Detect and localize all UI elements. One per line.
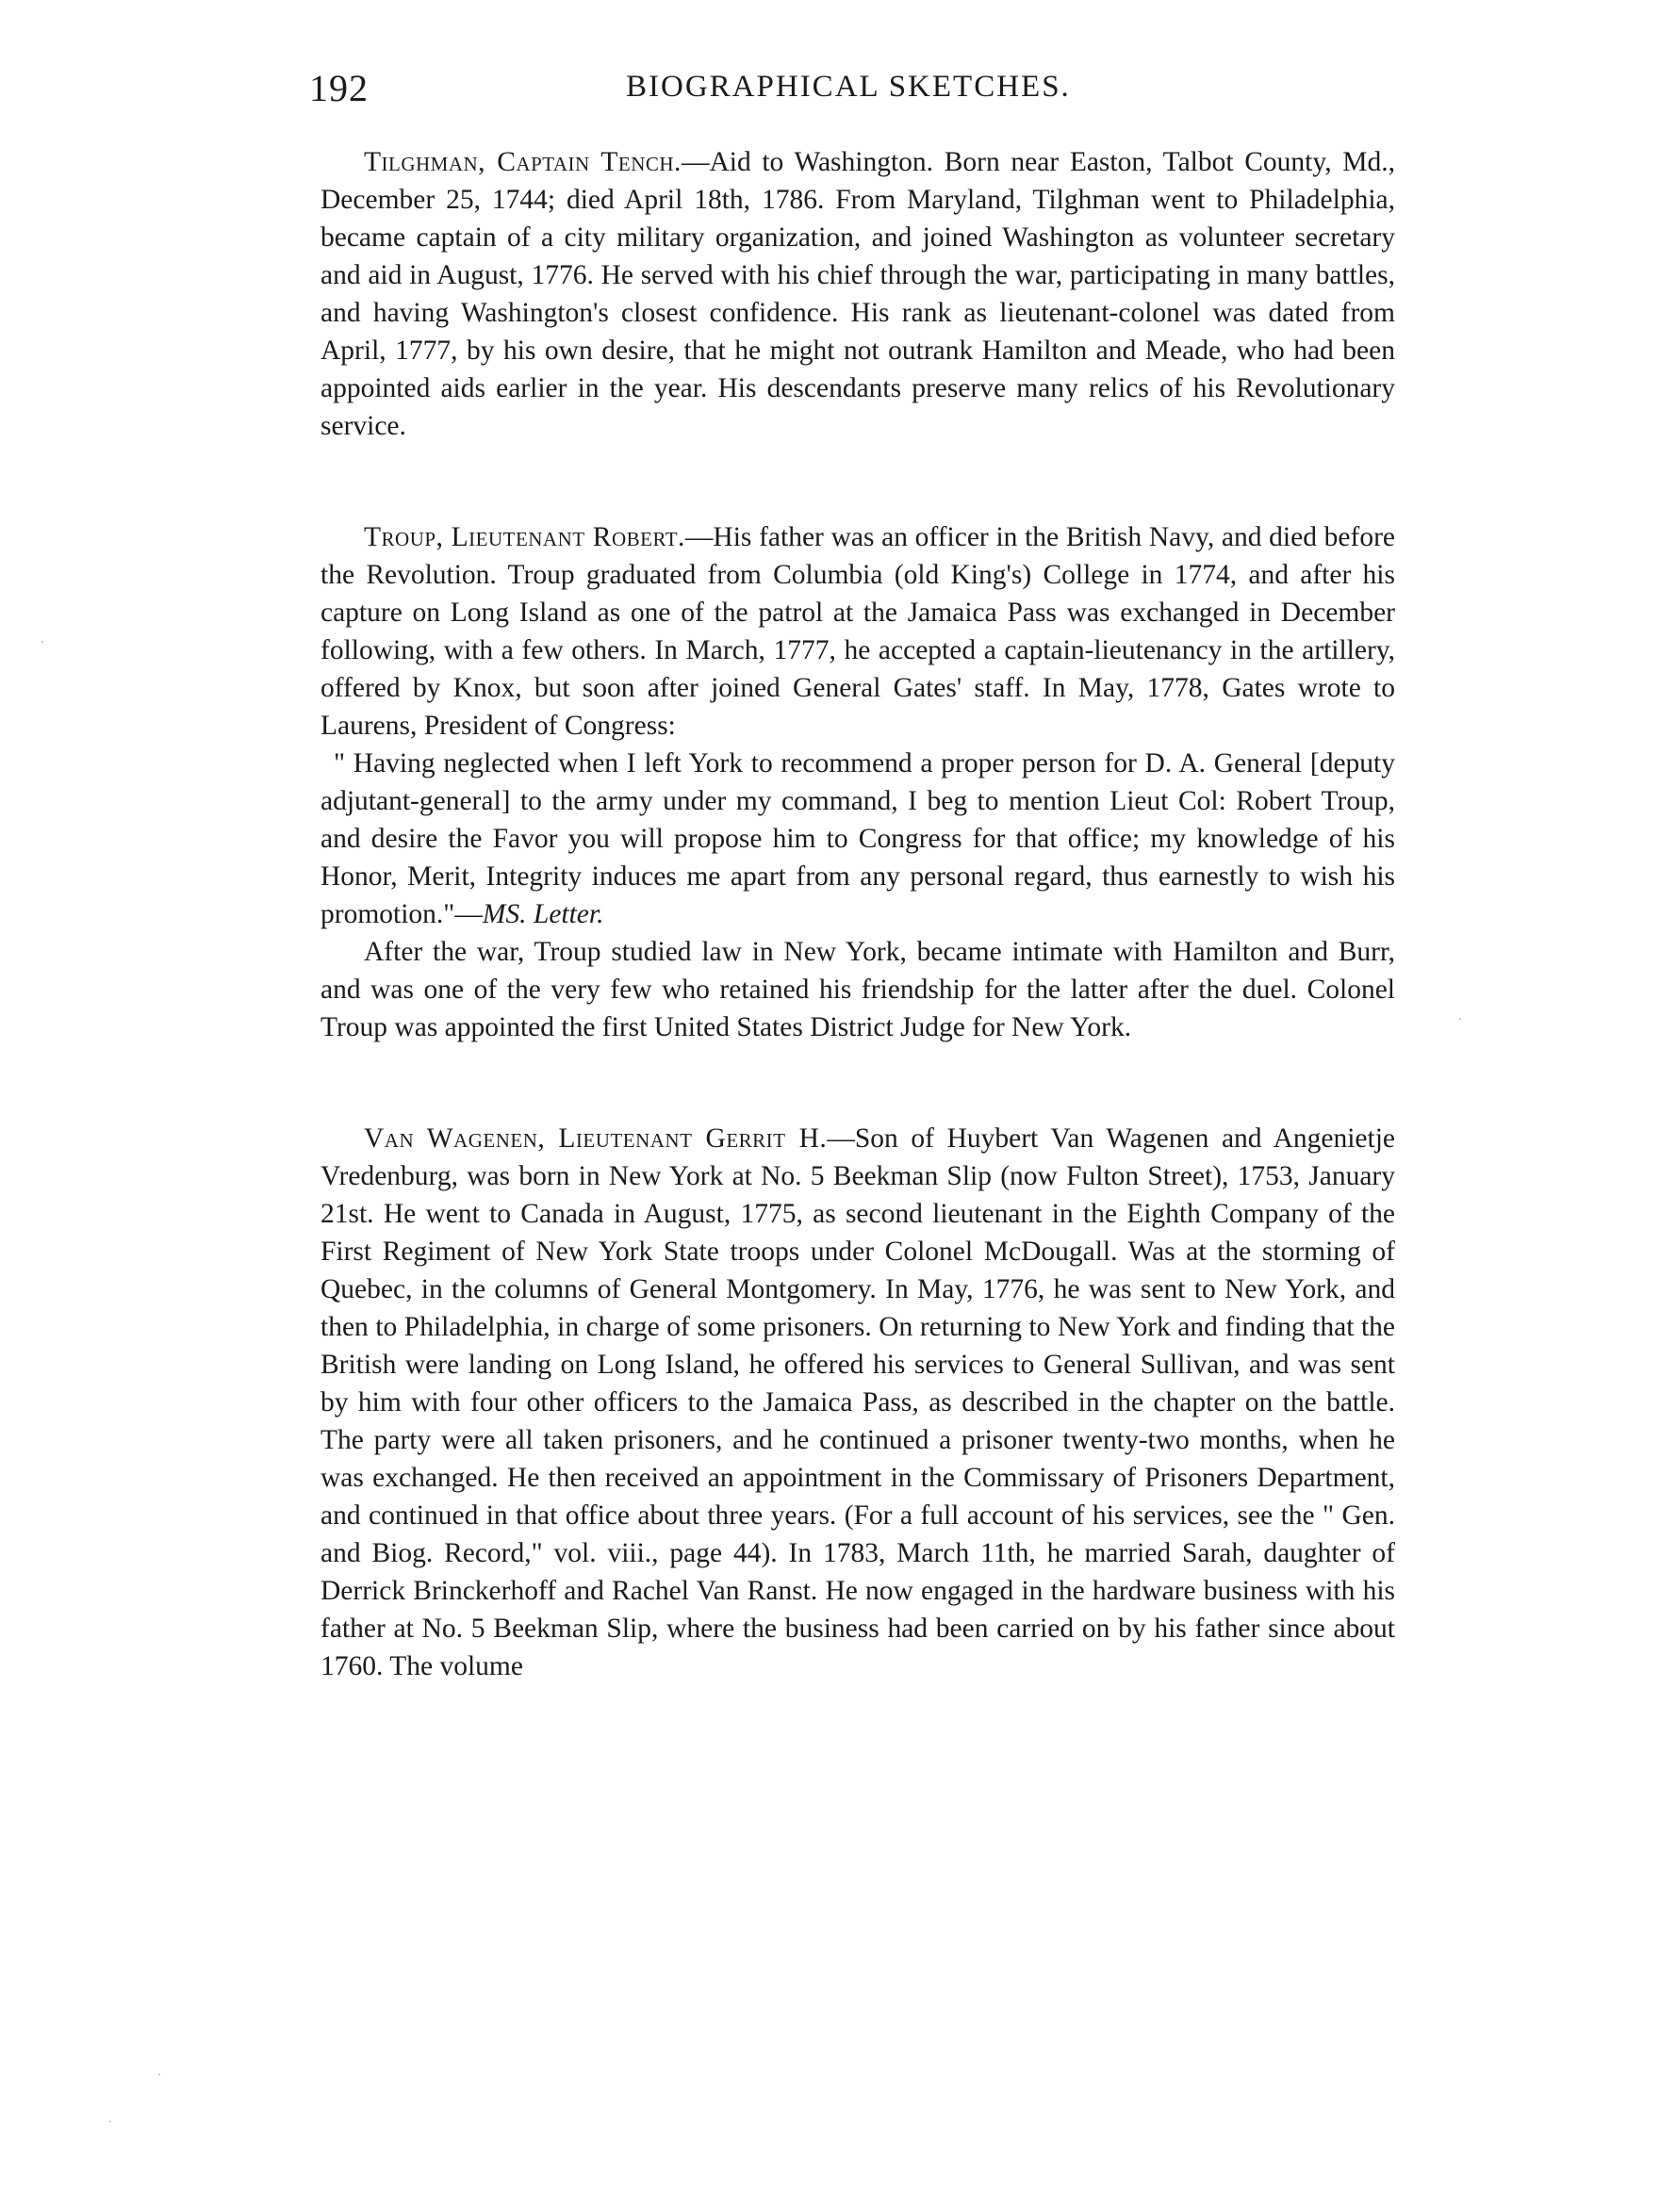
- quote-source: MS. Letter.: [482, 899, 604, 929]
- entry-text: After the war, Troup studied law in New York, became intimate with Hamilton and Burr, and was one of the very few who retained his friendship for the latter after the duel. Colonel Troup was appointed the first United States District Judge for New York.: [320, 937, 1395, 1042]
- page-number: 192: [309, 67, 369, 109]
- quote-text: " Having neglected when I left York to recommend a proper person for D. A. General [deputy adjutant-general] to the army under my command, I beg to mention Lieut Col: Robert Troup, and desire the Favor you will propose him to Congress for that office; my knowledge of his Honor, Merit, Integrity induces me apart from any personal regard, thus earnestly to wish his promotion."—: [320, 748, 1395, 929]
- entry-paragraph: [320, 518, 1395, 745]
- entry-tilghman: [320, 143, 1395, 445]
- entry-heading: Van Wagenen, Lieutenant Gerrit H.: [364, 1123, 828, 1154]
- entry-paragraph: [320, 1120, 1395, 1685]
- entry-paragraph: [320, 143, 1395, 445]
- entry-text: —Aid to Washington. Born near Easton, Talbot County, Md., December 25, 1744; died April 18th, 1786. From Maryland, Tilghman went to Philadelphia, became captain of a city military organization, and joined Washington as volunteer secretary and aid in August, 1776. He served with his chief through the war, participating in many battles, and having Washington's closest confidence. His rank as lieutenant-colonel was dated from April, 1777, by his own desire, that he might not outrank Hamilton and Meade, who had been appointed aids earlier in the year. His descendants preserve many relics of his Revolutionary service.: [320, 147, 1395, 441]
- entry-heading: Troup, Lieutenant Robert.: [364, 522, 685, 552]
- entry-paragraph: [320, 933, 1395, 1046]
- scan-speck: [158, 2073, 160, 2075]
- running-head: BIOGRAPHICAL SKETCHES.: [626, 70, 1071, 104]
- page-header: [309, 66, 1393, 113]
- scan-speck: [1459, 1018, 1461, 1020]
- scan-speck: [109, 2121, 111, 2122]
- quoted-letter: [320, 745, 1395, 933]
- entry-heading: Tilghman, Captain Tench.: [364, 147, 682, 177]
- entry-van-wagenen: [320, 1120, 1395, 1685]
- scan-speck: [41, 641, 43, 643]
- entry-troup: [320, 518, 1395, 1046]
- entry-text: —His father was an officer in the British Navy, and died before the Revolution. Troup graduated from Columbia (old King's) College in 1774, and after his capture on Long Island as one of the patrol at the Jamaica Pass was exchanged in December following, with a few others. In March, 1777, he accepted a captain-lieutenancy in the artillery, offered by Knox, but soon after joined General Gates' staff. In May, 1778, Gates wrote to Laurens, President of Congress:: [320, 522, 1395, 741]
- entry-text: —Son of Huybert Van Wagenen and Angenietje Vredenburg, was born in New York at No. 5 Beekman Slip (now Fulton Street), 1753, January 21st. He went to Canada in August, 1775, as second lieutenant in the Eighth Company of the First Regiment of New York State troops under Colonel McDougall. Was at the storming of Quebec, in the columns of General Montgomery. In May, 1776, he was sent to New York, and then to Philadelphia, in charge of some prisoners. On returning to New York and finding that the British were landing on Long Island, he offered his services to General Sullivan, and was sent by him with four other officers to the Jamaica Pass, as described in the chapter on the battle. The party were all taken prisoners, and he continued a prisoner twenty-two months, when he was exchanged. He then received an appointment in the Commissary of Prisoners Department, and continued in that office about three years. (For a full account of his services, see the " Gen. and Biog. Record," vol. viii., page 44). In 1783, March 11th, he married Sarah, daughter of Derrick Brinckerhoff and Rachel Van Ranst. He now engaged in the hardware business with his father at No. 5 Beekman Slip, where the business had been carried on by his father since about 1760. The volume: [320, 1123, 1395, 1681]
- page-body: [320, 143, 1395, 1685]
